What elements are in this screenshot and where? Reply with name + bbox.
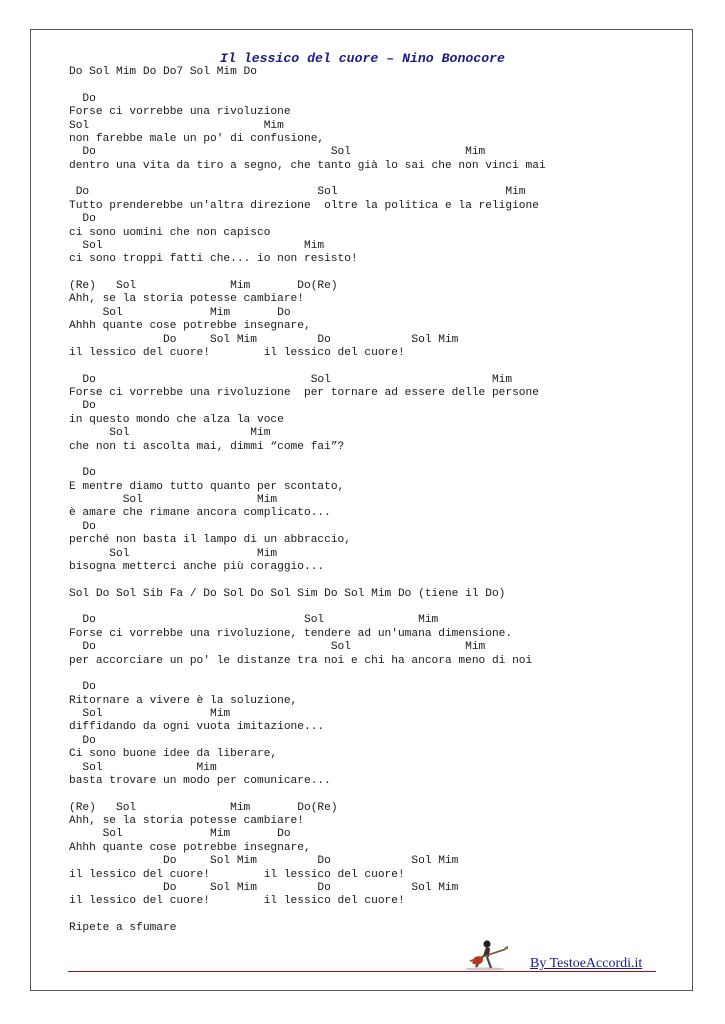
song-title: Il lessico del cuore – Nino Bonocore bbox=[220, 51, 505, 66]
blank-line bbox=[69, 454, 546, 467]
song-line: Ahhh quante cose potrebbe insegnare, bbox=[69, 320, 311, 333]
blank-line bbox=[69, 601, 546, 614]
song-line: bisogna metterci anche più coraggio... bbox=[69, 560, 325, 573]
song-line: il lessico del cuore! il lessico del cuore! bbox=[69, 868, 405, 881]
song-line: Sol Mim Do bbox=[69, 828, 291, 841]
song-line: Tutto prenderebbe un'altra direzione oltre la politica e la religione bbox=[69, 199, 539, 212]
song-line: Ci sono buone idee da liberare, bbox=[69, 748, 278, 761]
song-line: Do Sol Mim Do Sol Mim bbox=[69, 855, 459, 868]
song-line: che non ti ascolta mai, dimmi “come fai”? bbox=[69, 440, 345, 453]
song-line: Do bbox=[69, 213, 96, 226]
blank-line bbox=[69, 173, 546, 186]
guitarist-icon bbox=[460, 939, 510, 971]
credit-link[interactable]: By TestoeAccordi.it bbox=[530, 956, 643, 971]
song-line: (Re) Sol Mim Do(Re) bbox=[69, 280, 338, 292]
blank-line bbox=[69, 79, 546, 92]
song-line: Do bbox=[69, 92, 96, 105]
song-line: dentro una vita da tiro a segno, che tanto già lo sai che non vinci mai bbox=[69, 159, 546, 172]
song-line: (Re) Sol Mim Do(Re) bbox=[69, 801, 338, 814]
song-line: basta trovare un modo per comunicare... bbox=[69, 774, 331, 787]
song-lyrics-chords bbox=[69, 66, 546, 935]
song-line: Do Sol Mim bbox=[69, 373, 513, 386]
song-line: E mentre diamo tutto quanto per scontato, bbox=[69, 480, 345, 493]
song-line: Ahh, se la storia potesse cambiare! bbox=[69, 293, 304, 306]
song-line: Ahh, se la storia potesse cambiare! bbox=[69, 815, 304, 827]
song-line: Do Sol Mim bbox=[69, 641, 486, 654]
song-line: Do bbox=[69, 400, 96, 413]
song-line: Sol Mim bbox=[69, 119, 284, 132]
song-line: Ritornare a vivere è la soluzione, bbox=[69, 694, 298, 707]
song-line: ci sono uomini che non capisco bbox=[69, 226, 271, 239]
blank-line bbox=[69, 788, 546, 801]
blank-line bbox=[69, 267, 546, 280]
song-line: Do bbox=[69, 734, 96, 747]
song-line: Do bbox=[69, 681, 96, 694]
song-line: Do Sol Mim bbox=[69, 186, 526, 199]
song-line: ci sono troppi fatti che... io non resisto! bbox=[69, 253, 358, 266]
blank-line bbox=[69, 360, 546, 373]
song-line: Sol Mim bbox=[69, 427, 271, 440]
song-line: Do bbox=[69, 520, 96, 533]
song-line: per accorciare un po' le distanze tra noi e chi ha ancora meno di noi bbox=[69, 654, 533, 667]
song-line: non farebbe male un po' di confusione, bbox=[69, 132, 325, 145]
song-line: Sol Mim bbox=[69, 547, 278, 560]
song-line: Sol Do Sol Sib Fa / Do Sol Do Sol Sim Do Sol Mim Do (tiene il Do) bbox=[69, 587, 506, 600]
song-line: Sol Mim bbox=[69, 494, 278, 506]
song-line: Sol Mim bbox=[69, 239, 325, 252]
song-line: Sol Mim Do bbox=[69, 306, 291, 319]
blank-line bbox=[69, 668, 546, 681]
song-line: diffidando da ogni vuota imitazione... bbox=[69, 721, 325, 734]
song-line: Do Sol Mim bbox=[69, 146, 486, 159]
blank-line bbox=[69, 574, 546, 587]
song-line: è amare che rimane ancora complicato... bbox=[69, 507, 331, 520]
song-line: Forse ci vorrebbe una rivoluzione, tendere ad un'umana dimensione. bbox=[69, 627, 513, 640]
song-line: Forse ci vorrebbe una rivoluzione per tornare ad essere delle persone bbox=[69, 387, 539, 399]
song-line: Sol Mim bbox=[69, 708, 231, 720]
song-line: Sol Mim bbox=[69, 761, 217, 774]
song-line: Do Sol Mim bbox=[69, 614, 439, 627]
song-line: perché non basta il lampo di un abbraccio, bbox=[69, 534, 351, 547]
song-line: Ripete a sfumare bbox=[69, 922, 177, 934]
blank-line bbox=[69, 909, 546, 922]
song-line: in questo mondo che alza la voce bbox=[69, 413, 284, 426]
song-line: Do Sol Mim Do Sol Mim bbox=[69, 333, 459, 346]
song-line: Ahhh quante cose potrebbe insegnare, bbox=[69, 841, 311, 854]
song-line: Do Sol Mim Do Do7 Sol Mim Do bbox=[69, 66, 257, 78]
song-line: Do Sol Mim Do Sol Mim bbox=[69, 881, 459, 894]
song-line: Do bbox=[69, 467, 96, 480]
song-line: Forse ci vorrebbe una rivoluzione bbox=[69, 106, 291, 119]
song-line: il lessico del cuore! il lessico del cuore! bbox=[69, 346, 405, 359]
song-line: il lessico del cuore! il lessico del cuore! bbox=[69, 895, 405, 908]
